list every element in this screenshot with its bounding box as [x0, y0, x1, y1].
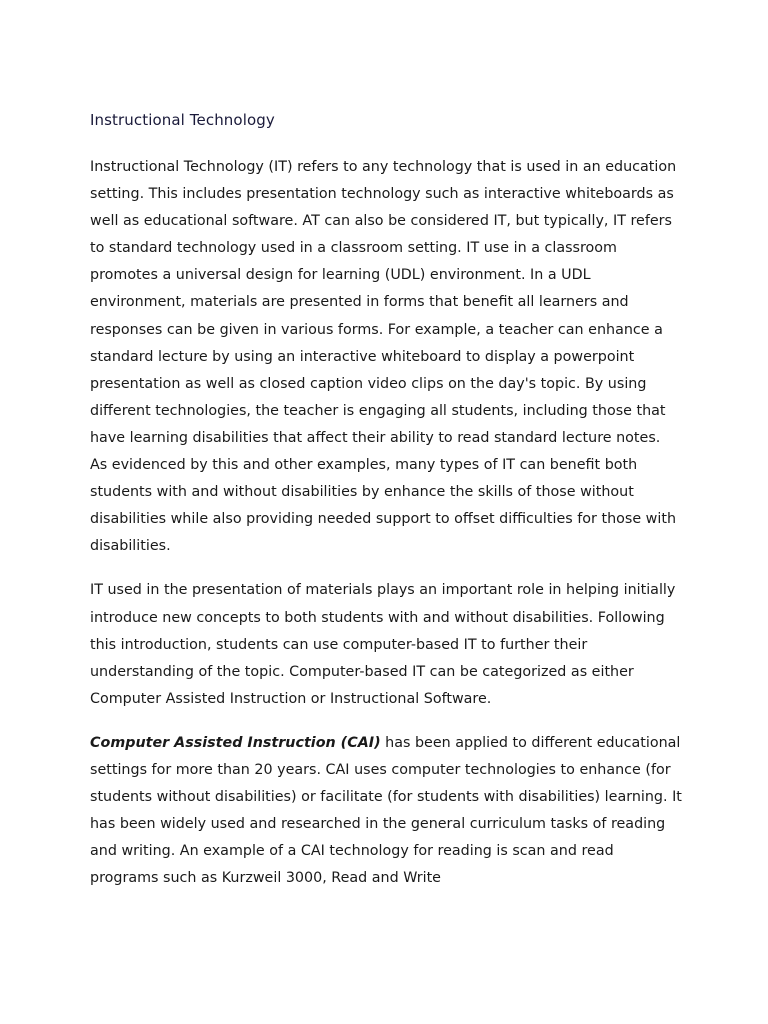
paragraph-instructional-technology: Instructional Technology (IT) refers to any technology that is used in an education setting. This includes presentation technology such as interactive whiteboards as well as educational software. AT can also be considered IT, but typically, IT refers to standard technology used in a classroom setting. IT use in a classroom promotes a universal design for learning (UDL) environment. In a UDL environment, materials are presented in forms that benefit all learners and responses can be given in various forms. For example, a teacher can enhance a standard lecture by using an interactive whiteboard to display a powerpoint presentation as well as closed caption video clips on the day's topic. By using different technologies, the teacher is engaging all students, including those that have learning disabilities that affect their ability to read standard lecture notes. As evidenced by this and other examples, many types of IT can benefit both students with and without disabilities by enhance the skills of those without disabilities while also providing needed support to offset difficulties for those with disabilities. [90, 159, 677, 555]
cai-term: Computer Assisted Instruction (CAI) [90, 734, 381, 751]
cai-description: has been applied to different educational settings for more than 20 years. CAI uses computer technologies to enhance (for students without disabilities) or facilitate (for students with disabilities) learning. It has been widely used and researched in the general curriculum tasks of reading and writing. An example of a CAI technology for reading is scan and read programs such as Kurzweil 3000, Read and Write [90, 734, 682, 887]
document-body [90, 108, 682, 909]
paragraph-presentation-of-materials: IT used in the presentation of materials plays an important role in helping initially introduce new concepts to both students with and without disabilities. Following this introduction, students can use computer-based IT to further their understanding of the topic. Computer-based IT can be categorized as either Computer Assisted Instruction or Instructional Software. [90, 582, 676, 707]
page-title: Instructional Technology [90, 111, 275, 129]
paragraph-computer-assisted-instruction [90, 730, 682, 893]
